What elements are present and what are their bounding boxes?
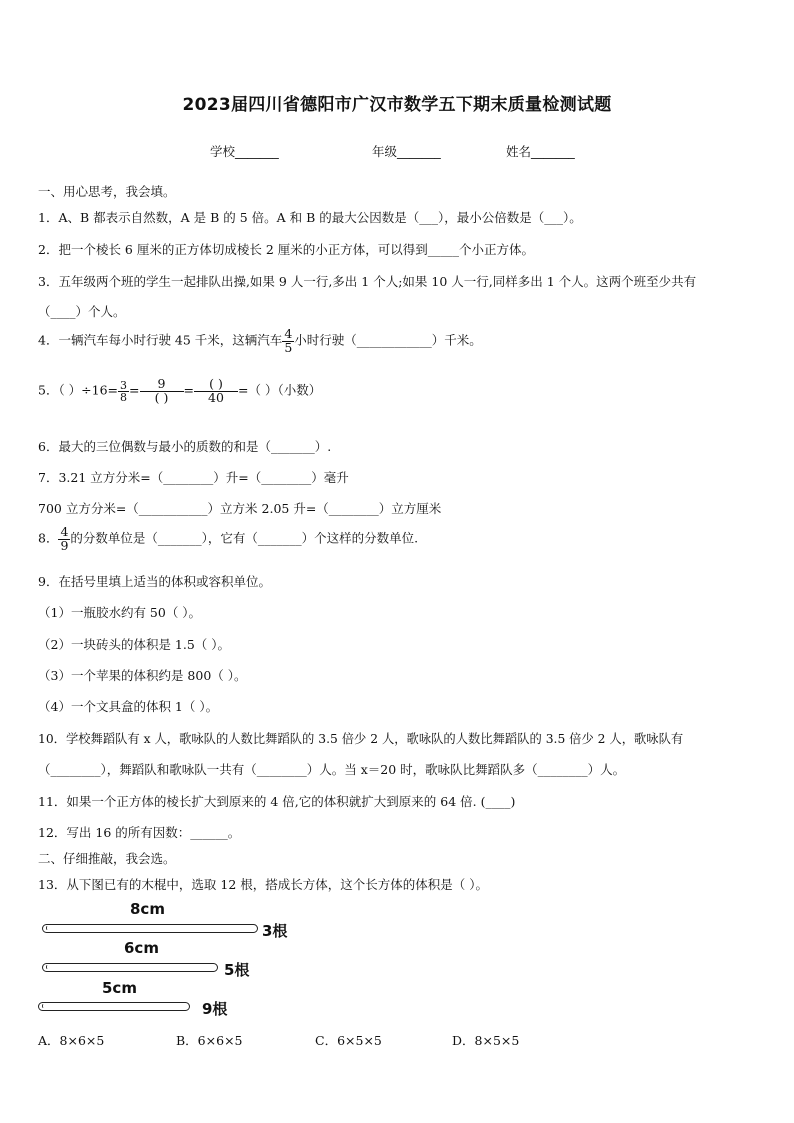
- question-3-line-1: 3．五年级两个班的学生一起排队出操,如果 9 人一行,多出 1 个人;如果 10 人一行,同样多出 1 个人。这两个班至少共有: [38, 274, 697, 289]
- fraction-blank-40: [194, 378, 238, 404]
- equals-sign: =: [183, 382, 194, 398]
- stick-length-label-1: 8cm: [130, 900, 165, 918]
- question-8-text: 的分数单位是（_______），它有（_______）个这样的分数单位.: [70, 530, 419, 546]
- stick-6cm-icon: [42, 963, 218, 972]
- stick-count-1: 3根: [262, 922, 288, 940]
- question-9-3: （3）一个苹果的体积约是 800（ ）。: [38, 668, 247, 683]
- fraction-numerator: 4: [60, 524, 69, 539]
- equals-sign: =: [129, 382, 140, 398]
- question-9: 9．在括号里填上适当的体积或容积单位。: [38, 574, 271, 589]
- stick-length-label-2: 6cm: [124, 939, 159, 957]
- question-9-4: （4）一个文具盒的体积 1（ ）。: [38, 699, 219, 714]
- fraction-denominator: 8: [120, 390, 128, 404]
- choice-c: C．6×5×5: [315, 1033, 382, 1048]
- stick-8cm-icon: [42, 924, 258, 933]
- question-4-text: 4．一辆汽车每小时行驶 45 千米，这辆汽车: [38, 332, 283, 348]
- question-3-line-2: （____）个人。: [38, 304, 126, 319]
- section-heading-1: 一、用心思考，我会填。: [38, 184, 176, 199]
- fraction-denominator: 40: [208, 389, 224, 405]
- fraction-4-5: [282, 328, 294, 354]
- choice-a: A．8×6×5: [38, 1033, 105, 1048]
- question-10-line-1: 10．学校舞蹈队有 x 人，歌咏队的人数比舞蹈队的 3.5 倍少 2 人，歌咏队的人数比舞蹈队的 3.5 倍少 2 人，歌咏队有: [38, 732, 684, 746]
- fraction-3-8: [118, 380, 129, 403]
- question-8-number: 8．: [38, 530, 59, 546]
- question-2: 2．把一个棱长 6 厘米的正方体切成棱长 2 厘米的小正方体，可以得到_____个小正方体。: [38, 242, 535, 257]
- question-4-tail: 小时行驶（____________）千米。: [294, 332, 482, 348]
- fraction-9-blank: [140, 378, 184, 404]
- question-12: 12．写出 16 的所有因数：______。: [38, 825, 241, 840]
- fraction-denominator: 9: [60, 537, 69, 553]
- stick-count-3: 9根: [202, 1000, 228, 1018]
- fraction-numerator: 9: [140, 378, 184, 392]
- section-heading-2: 二、仔细推敲，我会选。: [38, 851, 176, 866]
- question-9-1: （1）一瓶胶水约有 50（ ）。: [38, 605, 202, 620]
- page-title: 2023届四川省德阳市广汉市数学五下期末质量检测试题: [182, 95, 612, 115]
- name-field: 姓名_______: [506, 144, 575, 159]
- question-5-text: 5．（ ）÷16=: [38, 382, 119, 398]
- question-13: 13．从下图已有的木棍中，选取 12 根，搭成长方体，这个长方体的体积是（ ）。: [38, 877, 488, 892]
- grade-field: 年级_______: [372, 144, 441, 159]
- stick-5cm-icon: [38, 1002, 190, 1011]
- stick-length-label-3: 5cm: [102, 979, 137, 997]
- question-1: 1．A、B 都表示自然数，A 是 B 的 5 倍。A 和 B 的最大公因数是（___），最小公倍数是（___）。: [38, 210, 582, 225]
- fraction-numerator: 4: [284, 326, 293, 341]
- question-8: [38, 526, 418, 552]
- question-9-2: （2）一块砖头的体积是 1.5（ ）。: [38, 637, 231, 652]
- question-10-line-2: （________），舞蹈队和歌咏队一共有（________）人。当 x＝20 时，歌咏队比舞蹈队多（________）人。: [38, 762, 626, 777]
- fraction-4-9: [58, 526, 70, 552]
- choice-b: B．6×6×5: [176, 1033, 243, 1048]
- fraction-denominator: 5: [284, 339, 293, 355]
- fraction-numerator: 3: [120, 378, 128, 392]
- choice-d: D．8×5×5: [452, 1033, 520, 1048]
- question-11: 11．如果一个正方体的棱长扩大到原来的 4 倍,它的体积就扩大到原来的 64 倍. (____): [38, 794, 516, 809]
- fraction-denominator: ( ): [154, 389, 169, 405]
- question-4: [38, 328, 482, 354]
- question-5: [38, 378, 321, 404]
- fraction-numerator: ( ): [194, 378, 238, 392]
- question-7-line-2: 700 立方分米=（___________）立方米 2.05 升=（________）立方厘米: [38, 501, 442, 516]
- question-5-tail: =（ ）（小数）: [238, 382, 322, 398]
- question-6: 6．最大的三位偶数与最小的质数的和是（_______）.: [38, 439, 332, 454]
- stick-count-2: 5根: [224, 961, 250, 979]
- question-7-line-1: 7．3.21 立方分米=（________）升=（________）毫升: [38, 470, 349, 485]
- school-field: 学校_______: [210, 144, 279, 159]
